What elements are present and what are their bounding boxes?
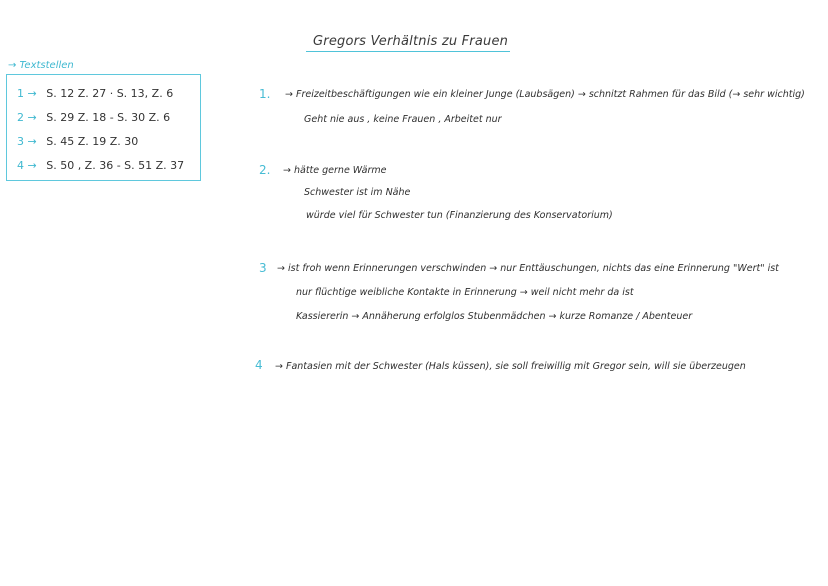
- section-number-2: 2.: [259, 163, 271, 177]
- ref-row-1: [17, 87, 173, 100]
- ref-num: 2 →: [17, 111, 37, 124]
- page-title: Gregors Verhältnis zu Frauen: [313, 34, 509, 49]
- section-1-line-1: → Freizeitbeschäftigungen wie ein kleiner Junge (Laubsägen) → schnitzt Rahmen für das Bild (→ sehr wichtig): [285, 89, 805, 100]
- textstellen-box: [6, 74, 201, 181]
- ref-num: 4 →: [17, 159, 37, 172]
- title-underline: [306, 51, 510, 52]
- ref-row-4: [17, 159, 184, 172]
- ref-num: 1 →: [17, 87, 37, 100]
- section-2-line-2: Schwester ist im Nähe: [304, 187, 411, 198]
- ref-row-3: [17, 135, 138, 148]
- section-2-line-3: würde viel für Schwester tun (Finanzierung des Konservatorium): [306, 210, 613, 221]
- section-number-4: 4: [255, 358, 263, 372]
- section-3-line-3: Kassiererin → Annäherung erfolglos Stubenmädchen → kurze Romanze / Abenteuer: [296, 311, 693, 322]
- ref-num: 3 →: [17, 135, 37, 148]
- ref-row-2: [17, 111, 170, 124]
- ref-text: S. 45 Z. 19 Z. 30: [46, 135, 139, 148]
- ref-text: S. 12 Z. 27 · S. 13, Z. 6: [46, 87, 174, 100]
- section-3-line-1: → ist froh wenn Erinnerungen verschwinden → nur Enttäuschungen, nichts das eine Erinnerung "Wert" ist: [277, 263, 779, 274]
- section-number-3: 3: [259, 261, 267, 275]
- section-1-line-2: Geht nie aus , keine Frauen , Arbeitet nur: [304, 114, 502, 125]
- section-number-1: 1.: [259, 87, 271, 101]
- ref-text: S. 50 , Z. 36 - S. 51 Z. 37: [46, 159, 185, 172]
- ref-text: S. 29 Z. 18 - S. 30 Z. 6: [46, 111, 171, 124]
- section-4-line-1: → Fantasien mit der Schwester (Hals küssen), sie soll freiwillig mit Gregor sein, will sie überzeugen: [275, 361, 746, 372]
- textstellen-label: → Textstellen: [8, 60, 74, 71]
- section-3-line-2: nur flüchtige weibliche Kontakte in Erinnerung → weil nicht mehr da ist: [296, 287, 634, 298]
- section-2-line-1: → hätte gerne Wärme: [283, 165, 387, 176]
